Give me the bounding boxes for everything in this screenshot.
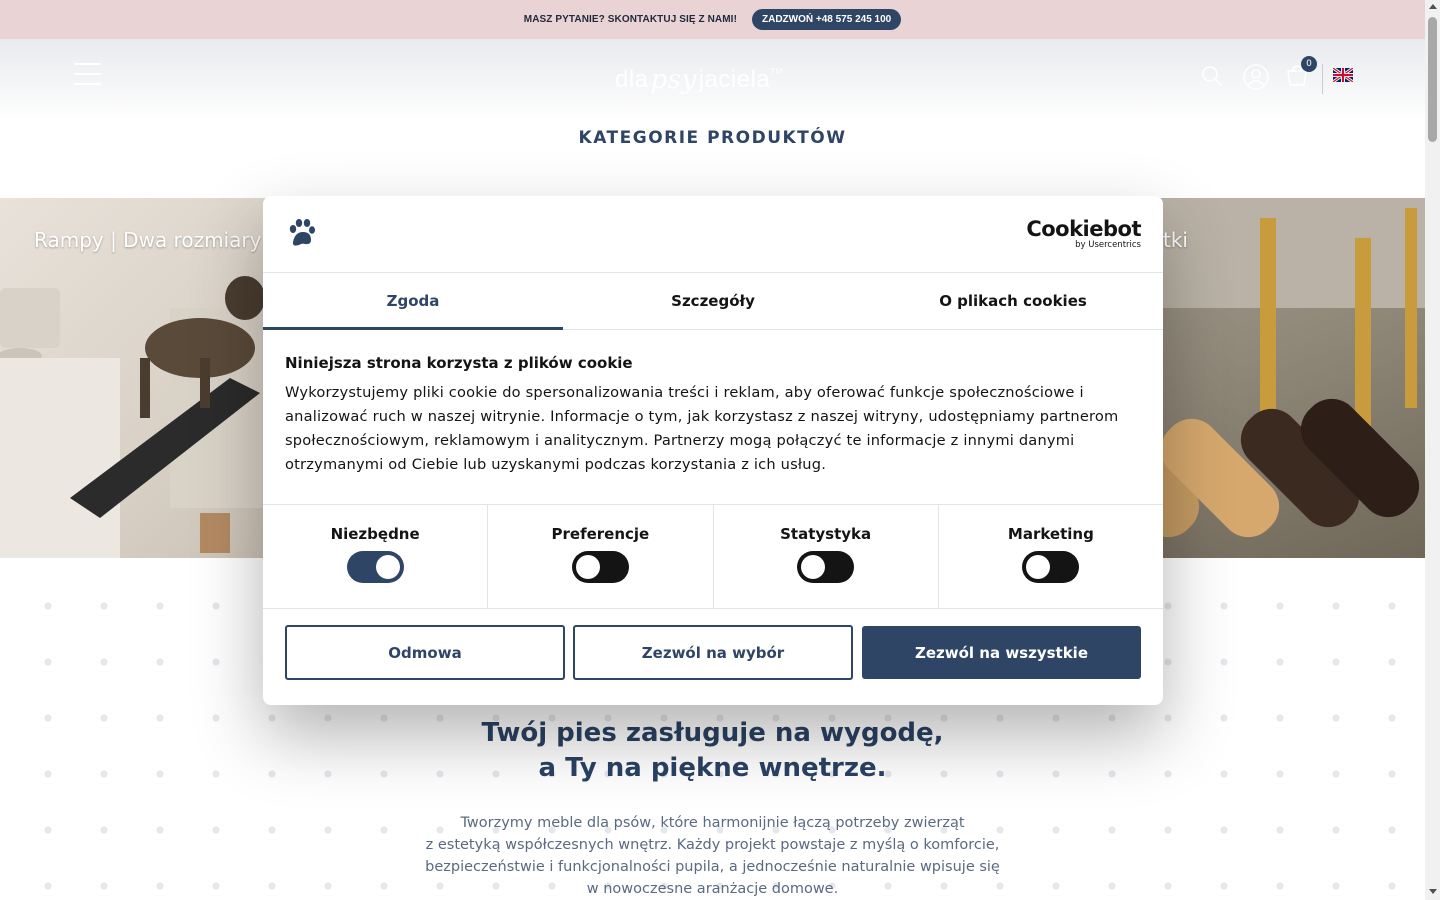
- user-icon[interactable]: [1243, 64, 1269, 90]
- tab-details[interactable]: Szczegóły: [671, 292, 755, 310]
- header-divider: [1322, 64, 1323, 94]
- dialog-tabs: [263, 273, 1163, 330]
- deny-button[interactable]: Odmowa: [285, 625, 565, 680]
- legs-category-label[interactable]: tki: [1163, 228, 1188, 252]
- toggle-label: Statystyka: [780, 525, 872, 543]
- search-icon[interactable]: [1201, 65, 1223, 87]
- menu-icon[interactable]: [74, 63, 101, 85]
- hero-heading-line2: a Ty na piękne wnętrze.: [538, 753, 887, 783]
- logo-trademark: TM: [770, 67, 783, 76]
- categories-heading: KATEGORIE PRODUKTÓW: [578, 128, 847, 148]
- site-header: [0, 39, 1425, 121]
- dialog-title: Niniejsza strona korzysta z plików cookie: [285, 354, 633, 372]
- toggle-label: Preferencje: [551, 525, 650, 543]
- cookiebot-logo[interactable]: [1026, 218, 1141, 250]
- uk-flag-icon[interactable]: [1333, 68, 1353, 82]
- hero-text-line1: Tworzymy meble dla psów, które harmonijnie łączą potrzeby zwierząt: [460, 815, 965, 831]
- dialog-header: [263, 196, 1163, 273]
- logo-text-right: jaciela: [698, 66, 771, 93]
- toggle-necessary: [263, 505, 488, 608]
- preferences-switch[interactable]: [572, 551, 629, 583]
- toggle-label: Marketing: [1007, 525, 1094, 543]
- consent-toggles: [263, 504, 1163, 609]
- hero-heading-line1: Twój pies zasługuje na wygodę,: [481, 718, 944, 748]
- allow-selection-button[interactable]: Zezwól na wybór: [573, 625, 853, 680]
- scrollbar-thumb[interactable]: [1428, 17, 1437, 142]
- toggle-preferences: [488, 505, 713, 608]
- cookiebot-brand-sub: by Usercentrics: [1075, 240, 1141, 250]
- ramp-category-label[interactable]: Rampy | Dwa rozmiary: [34, 228, 262, 252]
- dialog-body: [285, 354, 1141, 477]
- logo-text-script: psy: [650, 65, 697, 95]
- site-logo[interactable]: [615, 55, 815, 105]
- top-contact-bar: [0, 0, 1425, 39]
- hero-text-line4: w nowoczesne aranżacje domowe.: [586, 881, 839, 897]
- contact-question: MASZ PYTANIE? SKONTAKTUJ SIĘ Z NAMI!: [523, 14, 737, 25]
- tab-about-cookies[interactable]: O plikach cookies: [939, 292, 1087, 310]
- toggle-label: Niezbędne: [330, 525, 420, 543]
- scroll-down-arrow-icon[interactable]: [1429, 889, 1437, 894]
- hero-text-line3: bezpieczeństwie i funkcjonalności pupila, a jednocześnie naturalnie wpisuje się: [425, 859, 1000, 875]
- cookie-consent-dialog: [263, 196, 1163, 705]
- dialog-description: Wykorzystujemy pliki cookie do spersonalizowania treści i reklam, aby oferować funkcje społecznościowe i analizować ruch w naszej witrynie. Informacje o tym, jak korzystasz z naszej witryny, udostępniamy partnerom społecznościowym, reklamowym i analitycznym. Partnerzy mogą połączyć te informacje z innymi danymi otrzymanymi od Ciebie lub uzyskanymi podczas korzystania z ich usług.: [285, 384, 1119, 473]
- paw-icon: [287, 218, 315, 248]
- marketing-switch[interactable]: [1022, 551, 1079, 583]
- logo-text-left: dla: [615, 66, 649, 93]
- necessary-switch[interactable]: [347, 551, 404, 583]
- dialog-buttons: [285, 625, 1141, 680]
- cart-count-badge: 0: [1301, 56, 1317, 72]
- allow-all-button[interactable]: Zezwól na wszystkie: [862, 626, 1141, 679]
- tab-consent[interactable]: Zgoda: [263, 273, 563, 329]
- hero-text-line2: z estetyką współczesnych wnętrz. Każdy projekt powstaje z myślą o komforcie,: [425, 837, 1000, 853]
- toggle-statistics: [714, 505, 939, 608]
- scroll-up-arrow-icon[interactable]: [1429, 4, 1437, 9]
- cookiebot-brand: Cookiebot: [1026, 217, 1141, 241]
- call-button[interactable]: ZADZWOŃ +48 575 245 100: [752, 9, 901, 30]
- hero-description: [0, 812, 1425, 900]
- statistics-switch[interactable]: [797, 551, 854, 583]
- hero-heading: [0, 716, 1425, 786]
- toggle-marketing: [939, 505, 1163, 608]
